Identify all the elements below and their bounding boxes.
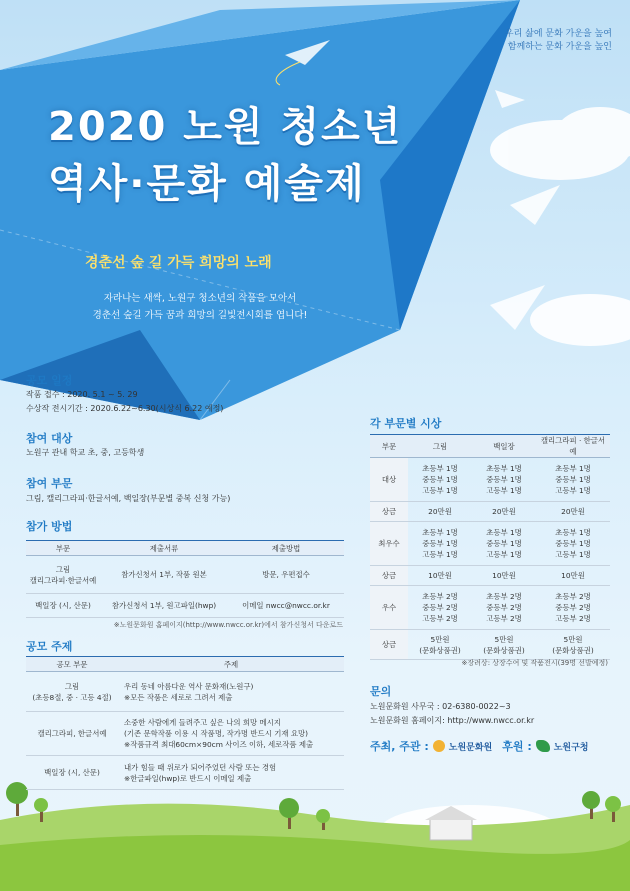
awards-row-label: 최우수: [370, 522, 408, 566]
target-title: 참여 대상: [26, 432, 73, 445]
schedule-title: 공모 일정: [26, 374, 73, 387]
awards-cell: 10만원: [536, 566, 610, 586]
awards-row: [370, 586, 610, 630]
method-cell: 그림 캘리그라피·한글서예: [26, 556, 100, 594]
awards-row-label: 상금: [370, 502, 408, 522]
theme-header-category: 공모 부문: [26, 657, 118, 672]
categories-text: 그림, 캘리그라피·한글서예, 백일장(부문별 중복 신청 가능): [26, 494, 231, 503]
theme-cell: 그림 (초등8절, 중 · 고등 4절): [26, 672, 118, 712]
host-name: 노원문화원: [448, 742, 493, 753]
contact-title: 문의: [370, 685, 392, 698]
awards-cell: 5만원 (문화상품권): [536, 630, 610, 660]
awards-header-calligraphy: 캘리그라피 · 한글서예: [536, 435, 610, 458]
method-cell: 이메일 nwcc@nwcc.or.kr: [228, 594, 344, 618]
awards-row-label: 대상: [370, 458, 408, 502]
awards-row: [370, 630, 610, 660]
schedule-line-1: 작품 접수 : 2020. 5.1 ~ 5. 29: [26, 390, 138, 399]
awards-cell: 20만원: [408, 502, 472, 522]
method-title: 참가 방법: [26, 520, 73, 533]
method-cell: 참가신청서 1부, 원고파일(hwp): [100, 594, 228, 618]
awards-header-writing: 백일장: [472, 435, 536, 458]
contact-text: [370, 700, 534, 728]
method-row: [26, 594, 344, 618]
support-label: 후원 :: [502, 740, 532, 753]
awards-title: 각 부문별 시상: [370, 417, 442, 430]
awards-row: [370, 566, 610, 586]
awards-header-drawing: 그림: [408, 435, 472, 458]
title-line-2: 역사·문화 예술제: [48, 161, 366, 207]
method-header-documents: 제출서류: [100, 541, 228, 556]
theme-row: [26, 756, 344, 790]
awards-cell: 초등부 2명 중등부 2명 고등부 2명: [408, 586, 472, 630]
intro-text: [60, 290, 340, 324]
contact-line-1: 노원문화원 사무국 : 02-6380-0022~3: [370, 702, 511, 711]
title-line-1: 2020 노원 청소년: [48, 104, 403, 150]
schedule-text: [26, 388, 223, 416]
awards-cell: 5만원 (문화상품권): [408, 630, 472, 660]
method-header-category: 부문: [26, 541, 100, 556]
intro-line-1: 자라나는 새싹, 노원구 청소년의 작품을 모아서: [103, 293, 297, 304]
awards-cell: 초등부 2명 중등부 2명 고등부 2명: [536, 586, 610, 630]
theme-header-subject: 주제: [118, 657, 344, 672]
schedule-line-2: 수상작 전시기간 : 2020.6.22~6.30(시상식 6.22 예정): [26, 404, 224, 413]
method-cell: 방문, 우편접수: [228, 556, 344, 594]
theme-title: 공모 주제: [26, 640, 73, 653]
subtitle: 경춘선 숲 길 가득 희망의 노래: [85, 255, 272, 271]
host-label: 주최, 주관 :: [370, 740, 429, 753]
method-cell: 참가신청서 1부, 작품 원본: [100, 556, 228, 594]
awards-row: [370, 522, 610, 566]
method-note: ※노원문화원 홈페이지(http://www.nwcc.or.kr)에서 참가신청서 다운로드: [113, 621, 343, 629]
theme-cell: 캘리그라피, 한글서예: [26, 712, 118, 756]
method-table-header: [26, 541, 344, 556]
awards-cell: 초등부 1명 중등부 1명 고등부 1명: [536, 522, 610, 566]
awards-cell: 초등부 1명 중등부 1명 고등부 1명: [472, 522, 536, 566]
awards-cell: 초등부 1명 중등부 1명 고등부 1명: [408, 458, 472, 502]
theme-table-header: [26, 657, 344, 672]
theme-table: [26, 656, 344, 790]
theme-cell: 내가 힘들 때 위로가 되어주었던 사람 또는 경험 ※한글파일(hwp)로 반드시 이메일 제출: [118, 756, 344, 790]
method-table: [26, 540, 344, 618]
awards-cell: 5만원 (문화상품권): [472, 630, 536, 660]
awards-cell: 초등부 1명 중등부 1명 고등부 1명: [536, 458, 610, 502]
awards-cell: 10만원: [472, 566, 536, 586]
awards-table: [370, 434, 610, 660]
awards-header-category: 부문: [370, 435, 408, 458]
theme-row: [26, 672, 344, 712]
awards-row: [370, 502, 610, 522]
contact-line-2: 노원문화원 홈페이지: http://www.nwcc.or.kr: [370, 716, 535, 725]
method-header-way: 제출방법: [228, 541, 344, 556]
theme-cell: 백일장 (시, 산문): [26, 756, 118, 790]
awards-row-label: 상금: [370, 566, 408, 586]
awards-cell: 초등부 1명 중등부 1명 고등부 1명: [472, 458, 536, 502]
theme-row: [26, 712, 344, 756]
slogan-line-2: 함께하는 문화 가운을 높인: [507, 42, 612, 52]
support-name: 노원구청: [553, 742, 589, 753]
awards-cell: 10만원: [408, 566, 472, 586]
awards-row-label: 우수: [370, 586, 408, 630]
awards-note: ※장려상: 상장수여 및 작품전시(39명 선발예정): [461, 659, 608, 667]
awards-cell: 20만원: [536, 502, 610, 522]
nowon-gu-logo-icon: [536, 740, 550, 752]
awards-cell: 초등부 2명 중등부 2명 고등부 2명: [472, 586, 536, 630]
slogan-line-1: 우리 삶에 문화 가운을 높여: [504, 29, 612, 39]
slogan: [505, 28, 612, 54]
awards-row-label: 상금: [370, 630, 408, 660]
intro-line-2: 경춘선 숲길 가득 꿈과 희망의 길빛전시회를 엽니다!: [92, 310, 308, 321]
target-text: 노원구 관내 학교 초, 중, 고등학생: [26, 448, 145, 457]
awards-cell: 20만원: [472, 502, 536, 522]
nowon-culture-logo-icon: [433, 740, 445, 752]
theme-cell: 우리 동네 아름다운 역사 문화재(노원구) ※모든 작품은 세로로 그려서 제출: [118, 672, 344, 712]
awards-table-header: [370, 435, 610, 458]
categories-title: 참여 부문: [26, 477, 73, 490]
method-cell: 백일장 (시, 산문): [26, 594, 100, 618]
sponsors: [370, 738, 589, 754]
theme-cell: 소중한 사람에게 들려주고 싶은 나의 희망 메시지 (기존 문학작품 이용 시 작품명, 작가명 반드시 기재 요망) ※작품규격 최대60cm×90cm 사이즈 이하, 세로작품 제출: [118, 712, 344, 756]
awards-cell: 초등부 1명 중등부 1명 고등부 1명: [408, 522, 472, 566]
method-row: [26, 556, 344, 594]
awards-row: [370, 458, 610, 502]
